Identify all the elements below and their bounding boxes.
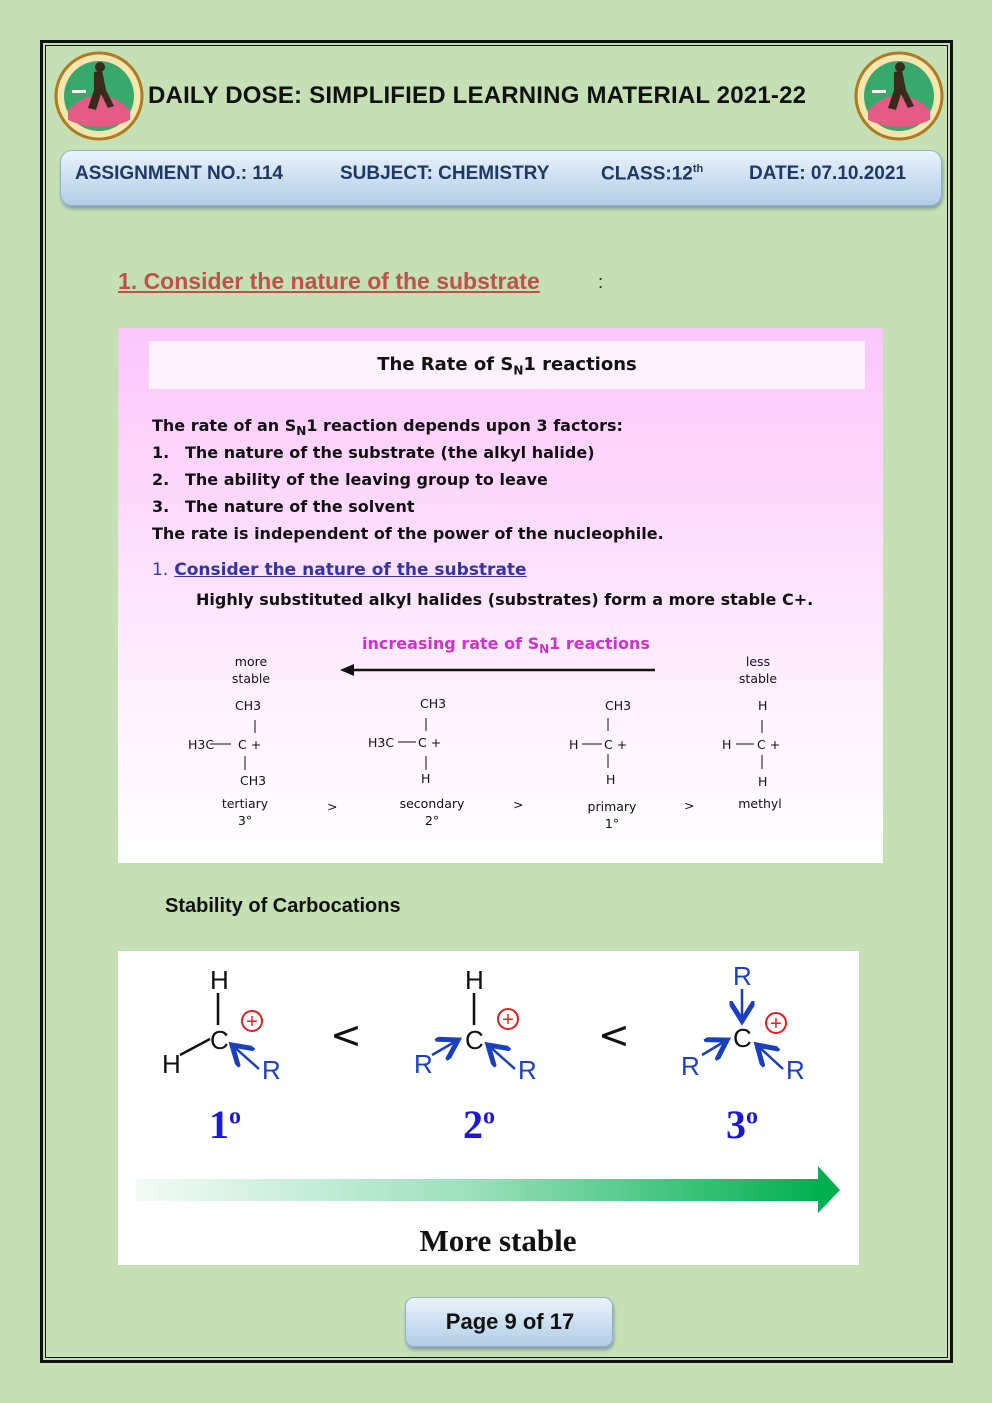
substrate-subheading: 1. Consider the nature of the substrate — [152, 560, 527, 580]
greater-than-sign: > — [327, 799, 338, 814]
r-group: R — [262, 1055, 281, 1085]
carbocation-left-group: H — [569, 737, 579, 752]
atom-c: C — [465, 1025, 484, 1055]
r-group: R — [681, 1051, 700, 1081]
carbocation-bottom-group: CH3 — [240, 773, 267, 788]
more-stable-label: More stable — [419, 1223, 577, 1258]
carbocation-center: C + — [418, 735, 442, 750]
less-than-sign: < — [598, 1013, 630, 1057]
carbocation-top-group: H — [758, 698, 768, 713]
r-group: R — [414, 1049, 433, 1079]
factor-item: 1. The nature of the substrate (the alkyl halide) — [152, 443, 595, 462]
carbocation-class-label: tertiary 3° — [221, 796, 269, 828]
r-group: R — [786, 1055, 805, 1085]
positive-charge: + — [502, 1009, 514, 1031]
substitution-note: Highly substituted alkyl halides (substrates) form a more stable C+. — [196, 590, 814, 609]
stability-heading: Stability of Carbocations — [165, 895, 401, 917]
school-emblem-icon — [854, 50, 944, 142]
slide-title: The Rate of $S_N1$ reactions — [377, 354, 637, 378]
carbocation-stability-figure — [118, 951, 859, 1265]
assignment-info-bar — [60, 150, 942, 206]
factor-item: 3. The nature of the solvent — [152, 497, 415, 516]
atom-h: H — [465, 965, 484, 995]
subject-label: SUBJECT: CHEMISTRY — [340, 163, 550, 184]
carbocation-bottom-group: H — [758, 774, 768, 789]
atom-h: H — [210, 965, 229, 995]
less-stable-label: less stable — [738, 654, 778, 686]
greater-than-sign: > — [684, 798, 695, 813]
r-group: R — [518, 1055, 537, 1085]
carbocation-top-group: CH3 — [605, 698, 632, 713]
degree-label-primary: 1$^o$ — [209, 1102, 241, 1147]
increasing-rate-arrow — [118, 328, 883, 863]
less-than-sign: < — [330, 1013, 362, 1057]
positive-charge: + — [246, 1011, 258, 1033]
page-number-box — [405, 1297, 613, 1347]
atom-h: H — [162, 1049, 181, 1079]
more-stable-label: more stable — [231, 654, 271, 686]
page-number: Page 9 of 17 — [445, 1309, 575, 1334]
section-heading: 1. Consider the nature of the substrate — [118, 268, 540, 294]
increasing-rate-label: increasing rate of $S_N1$ reactions — [362, 634, 650, 657]
section-heading-colon: : — [598, 272, 604, 292]
positive-charge: + — [770, 1013, 782, 1035]
carbocation-bottom-group: H — [421, 771, 431, 786]
class-label: CLASS:12th — [601, 163, 704, 185]
degree-label-secondary: 2$^o$ — [463, 1102, 495, 1147]
assignment-number: ASSIGNMENT NO.: 114 — [75, 163, 283, 184]
carbocation-class-label: secondary 2° — [399, 796, 465, 828]
carbocation-left-group: H3C — [188, 737, 215, 752]
school-emblem-icon — [54, 50, 144, 142]
nucleophile-note: The rate is independent of the power of the nucleophile. — [152, 524, 664, 543]
rate-factors-intro: The rate of an $S_N1$ reaction depends upon 3 factors: — [152, 416, 623, 439]
carbocation-left-group: H — [722, 737, 732, 752]
date-label: DATE: 07.10.2021 — [749, 163, 907, 184]
r-group: R — [733, 961, 752, 991]
factor-item: 2. The ability of the leaving group to leave — [152, 470, 548, 489]
carbocation-bottom-group: H — [606, 772, 616, 787]
stability-arrow-head — [818, 1166, 840, 1213]
carbocation-top-group: CH3 — [235, 698, 262, 713]
sn1-rate-slide — [118, 328, 883, 863]
atom-c: C — [210, 1025, 229, 1055]
carbocation-class-label: primary 1° — [587, 799, 637, 831]
document-title: DAILY DOSE: SIMPLIFIED LEARNING MATERIAL 2021-22 — [148, 82, 807, 109]
stability-arrow — [136, 1179, 820, 1201]
carbocation-center: C + — [757, 737, 781, 752]
carbocation-class-label: methyl — [738, 796, 782, 811]
greater-than-sign: > — [513, 797, 524, 812]
carbocation-center: C + — [604, 737, 628, 752]
carbocation-center: C + — [238, 737, 262, 752]
carbocation-top-group: CH3 — [420, 696, 447, 711]
carbocation-left-group: H3C — [368, 735, 395, 750]
atom-c: C — [733, 1023, 752, 1053]
degree-label-tertiary: 3$^o$ — [726, 1102, 758, 1147]
